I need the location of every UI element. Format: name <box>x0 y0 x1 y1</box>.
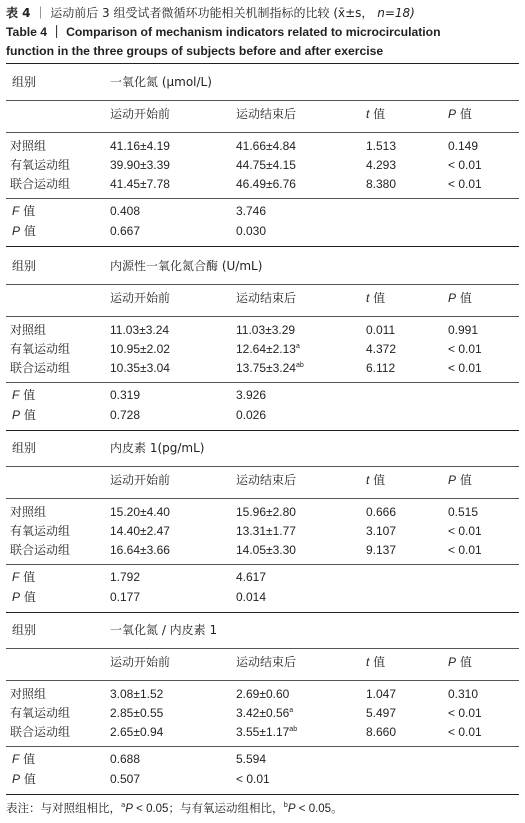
section-title: 一氧化氮 / 内皮素 1 <box>110 623 218 637</box>
subheader-p <box>448 291 472 305</box>
table-top-rule <box>6 63 519 64</box>
row-p-label <box>12 590 36 604</box>
cell-t-value: 4.293 <box>366 158 397 172</box>
f-after: 4.617 <box>236 570 267 584</box>
row-p-label-suffix: 值 <box>20 224 36 238</box>
caption-en-label: Table 4 <box>6 25 48 39</box>
row-f-label-symbol: F <box>12 204 20 218</box>
cell-after-value: 3.42±0.56 <box>236 706 290 720</box>
cell-after-value: 44.75±4.15 <box>236 158 296 172</box>
caption-en-text-line2: function in the three groups of subjects before and after exercise <box>6 44 384 58</box>
p-before: 0.177 <box>110 590 141 604</box>
subheader-p-symbol: P <box>448 655 457 669</box>
f-after: 3.746 <box>236 204 267 218</box>
section-title: 内皮素 1(pg/mL) <box>110 441 205 455</box>
subheader-p-suffix: 值 <box>456 473 472 487</box>
cell-t-value: 8.660 <box>366 725 397 739</box>
cell-before: 41.16±4.19 <box>110 139 170 153</box>
cell-after-value: 11.03±3.29 <box>236 323 296 337</box>
footnote-prefix: 表注：与对照组相比， <box>6 801 121 815</box>
section-title-rule <box>6 100 519 101</box>
row-f-label <box>12 570 35 584</box>
caption-cn-text: 运动前后 3 组受试者微循环功能相关机制指标的比较 <box>50 6 330 20</box>
subheader-p <box>448 107 472 121</box>
cell-after <box>236 342 300 356</box>
section-title: 一氧化氮 (μmol/L) <box>110 75 212 89</box>
cell-after-value: 46.49±6.76 <box>236 177 296 191</box>
subheader-t-suffix: 值 <box>369 655 386 669</box>
f-before: 0.319 <box>110 388 141 402</box>
cell-after <box>236 158 296 172</box>
section-title-rule <box>6 466 519 467</box>
significance-marker: ab <box>289 726 298 733</box>
footnote-a-p: P <box>125 803 133 815</box>
subheader-p-suffix: 值 <box>456 107 472 121</box>
cell-p-value: < 0.01 <box>448 725 482 739</box>
row-group-name: 有氧运动组 <box>10 342 71 356</box>
section-bottom-rule <box>6 794 519 795</box>
subheader-after: 运动结束后 <box>236 473 297 487</box>
row-p-label-symbol: P <box>12 772 21 786</box>
footnote-b-p: P <box>287 803 296 815</box>
row-f-label <box>12 752 35 766</box>
cell-after-value: 2.69±0.60 <box>236 687 290 701</box>
subheader-t-suffix: 值 <box>369 291 386 305</box>
header-group-label: 组别 <box>12 259 37 273</box>
cell-t-value: 3.107 <box>366 524 397 538</box>
cell-p-value: 0.515 <box>448 505 479 519</box>
subheader-p-symbol: P <box>448 473 457 487</box>
f-before: 0.408 <box>110 204 141 218</box>
cell-p-value: 0.149 <box>448 139 479 153</box>
cell-t-value: 1.513 <box>366 139 397 153</box>
section-title-rule <box>6 284 519 285</box>
cell-after <box>236 543 296 557</box>
subheader-t <box>366 473 385 487</box>
p-before: 0.507 <box>110 772 141 786</box>
cell-p-value: < 0.01 <box>448 177 482 191</box>
row-p-label-suffix: 值 <box>20 590 36 604</box>
cell-after <box>236 323 295 337</box>
row-group-name: 联合运动组 <box>10 361 71 375</box>
cell-p-value: < 0.01 <box>448 361 482 375</box>
cell-p-value: 0.991 <box>448 323 479 337</box>
cell-after <box>236 725 297 739</box>
row-group-name: 对照组 <box>10 139 47 153</box>
cell-before: 10.95±2.02 <box>110 342 170 356</box>
row-f-label-symbol: F <box>12 752 20 766</box>
footnote-a-marker: a <box>121 801 126 809</box>
row-group-name: 联合运动组 <box>10 725 71 739</box>
row-f-label-symbol: F <box>12 388 20 402</box>
cell-before: 41.45±7.78 <box>110 177 170 191</box>
caption-en-separator: ｜ <box>50 25 63 39</box>
subheader-t-suffix: 值 <box>369 107 386 121</box>
subheader-after: 运动结束后 <box>236 655 297 669</box>
row-p-label <box>12 772 36 786</box>
cell-after <box>236 524 296 538</box>
footnote-b-marker: b <box>283 801 288 809</box>
p-after: 0.014 <box>236 590 267 604</box>
cell-p-value: < 0.01 <box>448 706 482 720</box>
significance-marker: a <box>289 707 294 714</box>
subheader-p <box>448 655 472 669</box>
cell-after <box>236 505 296 519</box>
header-group-label: 组别 <box>12 75 37 89</box>
caption-en-text-line1: Comparison of mechanism indicators related to microcirculation <box>66 25 441 39</box>
cell-after <box>236 361 304 375</box>
cell-after-value: 12.64±2.13 <box>236 342 296 356</box>
cell-t-value: 0.666 <box>366 505 397 519</box>
significance-marker: a <box>295 343 300 350</box>
subheader-before: 运动开始前 <box>110 291 171 305</box>
subheader-after: 运动结束后 <box>236 291 297 305</box>
cell-t-value: 6.112 <box>366 361 396 375</box>
stats-rule <box>6 382 519 383</box>
cell-before: 14.40±2.47 <box>110 524 170 538</box>
cell-after-value: 15.96±2.80 <box>236 505 296 519</box>
cell-p-value: 0.310 <box>448 687 479 701</box>
subheader-before: 运动开始前 <box>110 655 171 669</box>
row-f-label-suffix: 值 <box>19 752 36 766</box>
stats-rule <box>6 746 519 747</box>
subheader-rule <box>6 316 519 317</box>
row-f-label <box>12 204 35 218</box>
section-bottom-rule <box>6 612 519 613</box>
f-after: 5.594 <box>236 752 267 766</box>
cell-p-value: < 0.01 <box>448 342 482 356</box>
caption-cn-n: n=18) <box>377 6 415 20</box>
row-p-label-symbol: P <box>12 408 21 422</box>
cell-after-value: 13.31±1.77 <box>236 524 296 538</box>
cell-after <box>236 687 289 701</box>
cell-after-value: 13.75±3.24 <box>236 361 296 375</box>
row-group-name: 对照组 <box>10 323 47 337</box>
footnote-a-text: < 0.05；与有氧运动组相比， <box>132 803 284 815</box>
cell-t-value: 1.047 <box>366 687 397 701</box>
footnote-b-text: < 0.05。 <box>295 803 343 815</box>
stats-rule <box>6 198 519 199</box>
section-bottom-rule <box>6 430 519 431</box>
subheader-t-symbol: t <box>366 291 370 305</box>
p-after: 0.030 <box>236 224 267 238</box>
cell-before: 11.03±3.24 <box>110 323 170 337</box>
row-f-label <box>12 388 35 402</box>
row-f-label-suffix: 值 <box>19 570 36 584</box>
row-f-label-suffix: 值 <box>19 204 36 218</box>
cell-before: 39.90±3.39 <box>110 158 170 172</box>
subheader-p-suffix: 值 <box>456 655 472 669</box>
cell-after-value: 14.05±3.30 <box>236 543 296 557</box>
cell-after <box>236 177 296 191</box>
header-group-label: 组别 <box>12 441 37 455</box>
row-group-name: 有氧运动组 <box>10 158 71 172</box>
f-after: 3.926 <box>236 388 267 402</box>
row-group-name: 对照组 <box>10 687 47 701</box>
row-group-name: 联合运动组 <box>10 543 71 557</box>
row-p-label-suffix: 值 <box>20 408 36 422</box>
cell-p-value: < 0.01 <box>448 524 482 538</box>
cell-after <box>236 706 293 720</box>
row-f-label-suffix: 值 <box>19 388 36 402</box>
table-caption-cn <box>6 4 415 21</box>
cell-t-value: 8.380 <box>366 177 397 191</box>
cell-after-value: 3.55±1.17 <box>236 725 290 739</box>
section-title: 内源性一氧化氮合酶 (U/mL) <box>110 259 263 273</box>
cell-t-value: 4.372 <box>366 342 397 356</box>
cell-before: 16.64±3.66 <box>110 543 170 557</box>
cell-after <box>236 139 296 153</box>
row-p-label-symbol: P <box>12 224 21 238</box>
caption-cn-separator: ｜ <box>34 6 47 20</box>
cell-before: 3.08±1.52 <box>110 687 164 701</box>
row-p-label <box>12 224 36 238</box>
subheader-t-symbol: t <box>366 655 370 669</box>
table-caption-en <box>6 23 441 61</box>
subheader-rule <box>6 680 519 681</box>
f-before: 1.792 <box>110 570 141 584</box>
cell-p-value: < 0.01 <box>448 158 482 172</box>
row-p-label <box>12 408 36 422</box>
subheader-t-symbol: t <box>366 107 370 121</box>
cell-before: 15.20±4.40 <box>110 505 170 519</box>
cell-before: 10.35±3.04 <box>110 361 170 375</box>
subheader-before: 运动开始前 <box>110 107 171 121</box>
p-after: < 0.01 <box>236 772 270 786</box>
cell-p-value: < 0.01 <box>448 543 482 557</box>
row-group-name: 联合运动组 <box>10 177 71 191</box>
subheader-t <box>366 291 385 305</box>
section-title-rule <box>6 648 519 649</box>
caption-cn-stat: (x̄±s， <box>333 6 374 20</box>
header-group-label: 组别 <box>12 623 37 637</box>
subheader-after: 运动结束后 <box>236 107 297 121</box>
subheader-t-symbol: t <box>366 473 370 487</box>
cell-before: 2.65±0.94 <box>110 725 164 739</box>
row-group-name: 有氧运动组 <box>10 706 71 720</box>
table-footnote <box>6 800 343 816</box>
row-p-label-suffix: 值 <box>20 772 36 786</box>
row-p-label-symbol: P <box>12 590 21 604</box>
subheader-rule <box>6 132 519 133</box>
p-before: 0.667 <box>110 224 141 238</box>
stats-rule <box>6 564 519 565</box>
f-before: 0.688 <box>110 752 141 766</box>
subheader-before: 运动开始前 <box>110 473 171 487</box>
section-bottom-rule <box>6 246 519 247</box>
subheader-p-symbol: P <box>448 107 457 121</box>
subheader-t <box>366 655 385 669</box>
cell-t-value: 9.137 <box>366 543 397 557</box>
p-after: 0.026 <box>236 408 267 422</box>
cell-after-value: 41.66±4.84 <box>236 139 296 153</box>
cell-before: 2.85±0.55 <box>110 706 164 720</box>
subheader-rule <box>6 498 519 499</box>
subheader-p-suffix: 值 <box>456 291 472 305</box>
significance-marker: ab <box>295 362 304 369</box>
cell-t-value: 0.011 <box>366 323 396 337</box>
subheader-t-suffix: 值 <box>369 473 386 487</box>
row-group-name: 对照组 <box>10 505 47 519</box>
subheader-t <box>366 107 385 121</box>
p-before: 0.728 <box>110 408 141 422</box>
cell-t-value: 5.497 <box>366 706 397 720</box>
row-f-label-symbol: F <box>12 570 20 584</box>
subheader-p-symbol: P <box>448 291 457 305</box>
caption-cn-label: 表 4 <box>6 6 31 20</box>
subheader-p <box>448 473 472 487</box>
row-group-name: 有氧运动组 <box>10 524 71 538</box>
